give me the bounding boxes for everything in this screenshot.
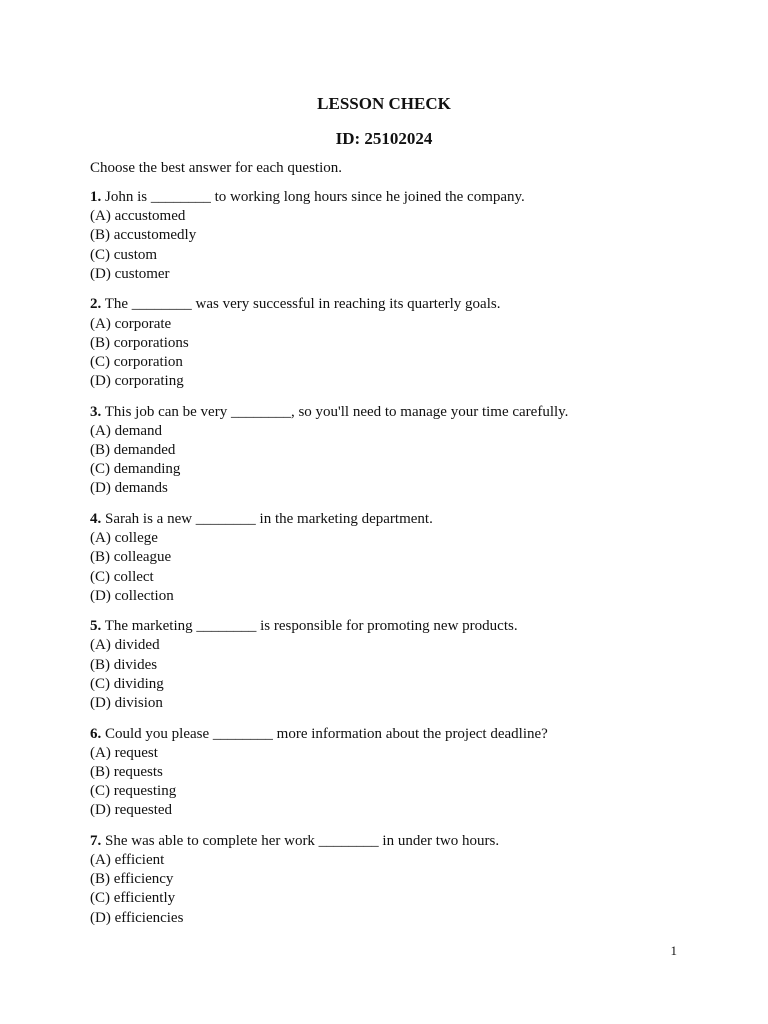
question-text: John is ________ to working long hours since he joined the company. [105, 189, 525, 205]
question-stem [90, 510, 710, 529]
answer-option-b: (B) colleague [90, 549, 172, 566]
answer-option-d: (D) division [90, 695, 163, 712]
answer-option-a: (A) accustomed [90, 208, 186, 225]
answer-option-b: (B) demanded [90, 442, 176, 459]
answer-option-c: (C) dividing [90, 675, 164, 692]
answer-option-a: (A) request [90, 744, 158, 761]
question-2 [90, 295, 710, 391]
answer-option-d: (D) corporating [90, 373, 184, 390]
answer-option-b: (B) corporations [90, 334, 189, 351]
answer-option-a: (A) corporate [90, 315, 172, 332]
question-text: Sarah is a new ________ in the marketing department. [105, 510, 433, 527]
answer-option-c: (C) demanding [90, 461, 181, 478]
question-number: 2. [90, 296, 102, 313]
answer-option-c: (C) collect [90, 568, 154, 585]
question-3 [90, 403, 710, 499]
answer-option-d: (D) requested [90, 802, 173, 819]
answer-option-c: (C) requesting [90, 783, 177, 800]
question-number: 3. [90, 403, 102, 420]
answer-option-c: (C) efficiently [90, 890, 176, 907]
instructions-text: Choose the best answer for each question. [90, 160, 343, 176]
question-text: This job can be very ________, so you'll need to manage your time carefully. [104, 403, 569, 420]
question-stem [90, 617, 710, 636]
answer-option-b: (B) accustomedly [90, 227, 197, 244]
page-number: 1 [670, 943, 677, 958]
answer-option-b: (B) divides [90, 656, 158, 673]
question-text: The marketing ________ is responsible for promoting new products. [104, 618, 518, 635]
answer-option-a: (A) college [90, 530, 158, 547]
answer-option-d: (D) efficiencies [90, 909, 184, 926]
question-4 [90, 510, 710, 606]
question-stem [90, 295, 710, 314]
question-6 [90, 725, 710, 821]
question-number: 1. [90, 189, 102, 205]
question-number: 4. [90, 510, 102, 527]
question-list [90, 188, 710, 939]
question-text: The ________ was very successful in reaching its quarterly goals. [104, 296, 501, 313]
question-stem [90, 725, 710, 744]
answer-option-d: (D) demands [90, 480, 168, 497]
question-text: She was able to complete her work ________ in under two hours. [105, 832, 500, 849]
question-5 [90, 617, 710, 713]
answer-option-a: (A) demand [90, 422, 163, 439]
answer-option-d: (D) collection [90, 587, 174, 604]
document-title: LESSON CHECK [317, 94, 451, 113]
question-number: 5. [90, 618, 102, 635]
question-number: 7. [90, 832, 102, 849]
answer-option-b: (B) efficiency [90, 871, 174, 888]
question-number: 6. [90, 725, 102, 742]
answer-option-c: (C) corporation [90, 353, 183, 370]
answer-option-a: (A) efficient [90, 852, 165, 869]
question-stem [90, 832, 710, 851]
document-id: ID: 25102024 [335, 129, 433, 148]
answer-option-d: (D) customer [90, 265, 170, 282]
question-stem [90, 403, 710, 422]
answer-option-b: (B) requests [90, 763, 163, 780]
question-7 [90, 832, 710, 928]
question-text: Could you please ________ more information about the project deadline? [105, 725, 548, 742]
question-1 [90, 188, 710, 284]
question-stem [90, 188, 710, 207]
answer-option-a: (A) divided [90, 637, 160, 654]
answer-option-c: (C) custom [90, 246, 158, 263]
